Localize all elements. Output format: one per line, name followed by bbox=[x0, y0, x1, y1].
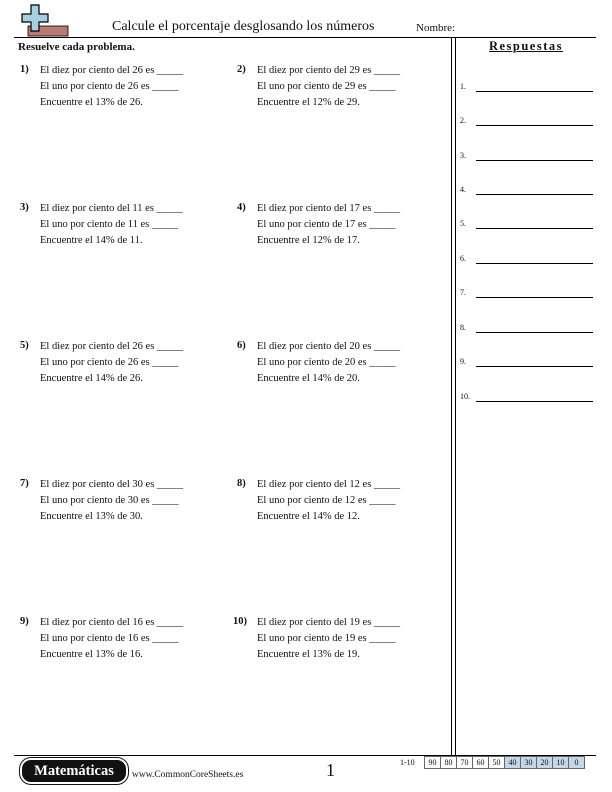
answer-blank-6[interactable] bbox=[476, 263, 593, 264]
instructions: Resuelve cada problema. bbox=[18, 41, 135, 53]
score-cell: 10 bbox=[553, 757, 569, 769]
problem-line-one-percent: El uno por ciento de 26 es _____ bbox=[40, 81, 179, 92]
answer-number: 10. bbox=[460, 392, 470, 401]
problem-line-ten-percent: El diez por ciento del 16 es _____ bbox=[40, 617, 184, 628]
answer-number: 9. bbox=[460, 357, 466, 366]
problem-line-find: Encuentre el 12% de 17. bbox=[257, 235, 360, 246]
problem-number: 3) bbox=[20, 202, 29, 213]
score-cell: 80 bbox=[441, 757, 457, 769]
problem-line-ten-percent: El diez por ciento del 11 es _____ bbox=[40, 203, 183, 214]
problem-number: 8) bbox=[237, 478, 246, 489]
problem-line-one-percent: El uno por ciento de 16 es _____ bbox=[40, 633, 179, 644]
score-cell: 30 bbox=[521, 757, 537, 769]
problem-line-one-percent: El uno por ciento de 17 es _____ bbox=[257, 219, 396, 230]
plus-sign-logo-icon bbox=[18, 4, 70, 38]
problem-line-one-percent: El uno por ciento de 12 es _____ bbox=[257, 495, 396, 506]
problem-line-ten-percent: El diez por ciento del 20 es _____ bbox=[257, 341, 401, 352]
problem-line-find: Encuentre el 13% de 26. bbox=[40, 97, 143, 108]
problem-line-find: Encuentre el 12% de 29. bbox=[257, 97, 360, 108]
brand-badge: Matemáticas bbox=[20, 758, 128, 784]
problem-number: 5) bbox=[20, 340, 29, 351]
answer-number: 8. bbox=[460, 323, 466, 332]
problem-number: 1) bbox=[20, 64, 29, 75]
score-range-label: 1-10 bbox=[400, 758, 415, 767]
answer-blank-8[interactable] bbox=[476, 332, 593, 333]
answer-number: 6. bbox=[460, 254, 466, 263]
score-cell: 90 bbox=[425, 757, 441, 769]
problem-line-find: Encuentre el 13% de 30. bbox=[40, 511, 143, 522]
answer-column-divider bbox=[451, 37, 452, 755]
problem-line-find: Encuentre el 13% de 19. bbox=[257, 649, 360, 660]
problem-line-ten-percent: El diez por ciento del 19 es _____ bbox=[257, 617, 401, 628]
answer-number: 4. bbox=[460, 185, 466, 194]
answer-blank-5[interactable] bbox=[476, 228, 593, 229]
problem-number: 6) bbox=[237, 340, 246, 351]
problem-line-find: Encuentre el 14% de 11. bbox=[40, 235, 143, 246]
problem-line-ten-percent: El diez por ciento del 30 es _____ bbox=[40, 479, 184, 490]
problem-line-find: Encuentre el 14% de 26. bbox=[40, 373, 143, 384]
score-cell: 0 bbox=[569, 757, 585, 769]
score-cell: 40 bbox=[505, 757, 521, 769]
answers-title: Respuestas bbox=[488, 39, 564, 53]
worksheet-title: Calcule el porcentaje desglosando los números bbox=[112, 19, 375, 34]
problem-line-ten-percent: El diez por ciento del 26 es _____ bbox=[40, 65, 184, 76]
answer-blank-7[interactable] bbox=[476, 297, 593, 298]
answer-number: 2. bbox=[460, 116, 466, 125]
problem-line-ten-percent: El diez por ciento del 17 es _____ bbox=[257, 203, 401, 214]
score-cell: 70 bbox=[457, 757, 473, 769]
problem-line-one-percent: El uno por ciento de 29 es _____ bbox=[257, 81, 396, 92]
score-cell: 60 bbox=[473, 757, 489, 769]
problem-line-one-percent: El uno por ciento de 30 es _____ bbox=[40, 495, 179, 506]
answer-number: 7. bbox=[460, 288, 466, 297]
header-divider bbox=[14, 37, 596, 38]
problem-number: 4) bbox=[237, 202, 246, 213]
problem-number: 9) bbox=[20, 616, 29, 627]
score-cell: 50 bbox=[489, 757, 505, 769]
page-number: 1 bbox=[326, 760, 335, 780]
answer-blank-1[interactable] bbox=[476, 91, 593, 92]
problem-line-ten-percent: El diez por ciento del 29 es _____ bbox=[257, 65, 401, 76]
score-table bbox=[424, 756, 585, 769]
answer-blank-4[interactable] bbox=[476, 194, 593, 195]
answer-blank-3[interactable] bbox=[476, 160, 593, 161]
problem-line-one-percent: El uno por ciento de 19 es _____ bbox=[257, 633, 396, 644]
problem-line-ten-percent: El diez por ciento del 26 es _____ bbox=[40, 341, 184, 352]
answer-number: 3. bbox=[460, 151, 466, 160]
answer-blank-10[interactable] bbox=[476, 401, 593, 402]
problem-number: 2) bbox=[237, 64, 246, 75]
problem-number: 10) bbox=[233, 616, 247, 627]
problem-line-one-percent: El uno por ciento de 20 es _____ bbox=[257, 357, 396, 368]
answer-blank-9[interactable] bbox=[476, 366, 593, 367]
problem-line-find: Encuentre el 14% de 12. bbox=[257, 511, 360, 522]
problem-line-ten-percent: El diez por ciento del 12 es _____ bbox=[257, 479, 401, 490]
score-cell: 20 bbox=[537, 757, 553, 769]
problem-line-one-percent: El uno por ciento de 26 es _____ bbox=[40, 357, 179, 368]
site-url: www.CommonCoreSheets.es bbox=[132, 770, 244, 780]
name-label: Nombre: bbox=[416, 22, 456, 34]
problem-number: 7) bbox=[20, 478, 29, 489]
answer-column-divider bbox=[455, 37, 456, 755]
answer-blank-2[interactable] bbox=[476, 125, 593, 126]
problem-line-find: Encuentre el 14% de 20. bbox=[257, 373, 360, 384]
problem-line-one-percent: El uno por ciento de 11 es _____ bbox=[40, 219, 179, 230]
answer-number: 5. bbox=[460, 219, 466, 228]
problem-line-find: Encuentre el 13% de 16. bbox=[40, 649, 143, 660]
answer-number: 1. bbox=[460, 82, 466, 91]
